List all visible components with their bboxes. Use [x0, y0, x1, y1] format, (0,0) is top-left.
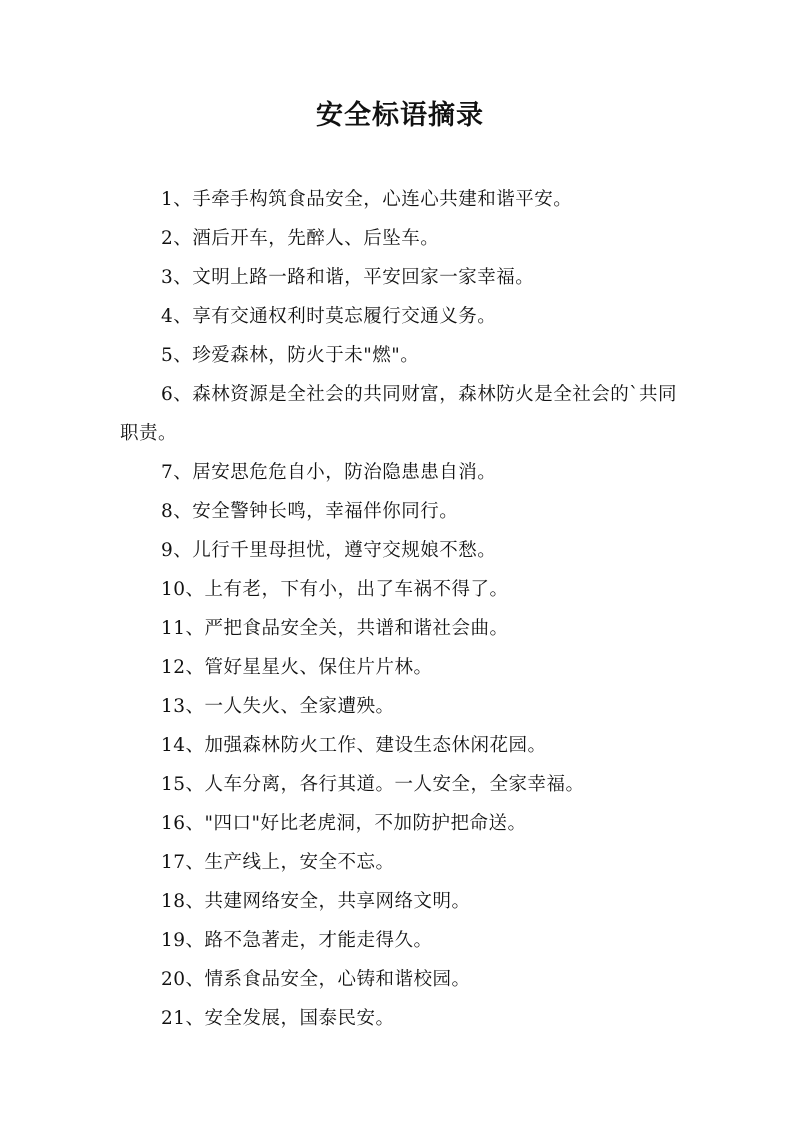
- slogan-item: 15、人车分离，各行其道。一人安全，全家幸福。: [161, 774, 585, 795]
- slogan-item: 8、安全警钟长鸣，幸福伴你同行。: [161, 501, 459, 522]
- slogan-item: 13、一人失火、全家遭殃。: [161, 696, 395, 717]
- slogan-item: 5、珍爱森林，防火于未"燃"。: [161, 345, 420, 366]
- slogan-item: 16、"四口"好比老虎洞，不加防护把命送。: [161, 813, 527, 834]
- slogan-item: 19、路不急著走，才能走得久。: [161, 930, 433, 951]
- slogan-item: 21、安全发展，国泰民安。: [161, 1008, 395, 1029]
- slogan-item: 14、加强森林防火工作、建设生态休闲花园。: [161, 735, 547, 756]
- slogan-item: 17、生产线上，安全不忘。: [161, 852, 395, 873]
- slogan-item: 4、享有交通权利时莫忘履行交通义务。: [161, 306, 497, 327]
- document-title: 安全标语摘录: [316, 100, 484, 131]
- slogan-item: 6、森林资源是全社会的共同财富，森林防火是全社会的`共同职责。: [120, 384, 678, 444]
- slogan-item: 11、严把食品安全关，共谱和谐社会曲。: [161, 618, 509, 639]
- slogan-item: 2、酒后开车，先醉人、后坠车。: [161, 228, 440, 249]
- slogan-item: 9、儿行千里母担忧，遵守交规娘不愁。: [161, 540, 497, 561]
- slogan-item: 1、手牵手构筑食品安全，心连心共建和谐平安。: [161, 189, 573, 210]
- slogan-item: 7、居安思危危自小，防治隐患患自消。: [161, 462, 497, 483]
- slogan-item: 3、文明上路一路和谐，平安回家一家幸福。: [161, 267, 535, 288]
- slogan-item: 12、管好星星火、保住片片林。: [161, 657, 433, 678]
- slogan-item: 18、共建网络安全，共享网络文明。: [161, 891, 471, 912]
- slogan-list: [120, 180, 686, 1038]
- slogan-item: 20、情系食品安全，心铸和谐校园。: [161, 969, 471, 990]
- slogan-item: 10、上有老，下有小，出了车祸不得了。: [161, 579, 509, 600]
